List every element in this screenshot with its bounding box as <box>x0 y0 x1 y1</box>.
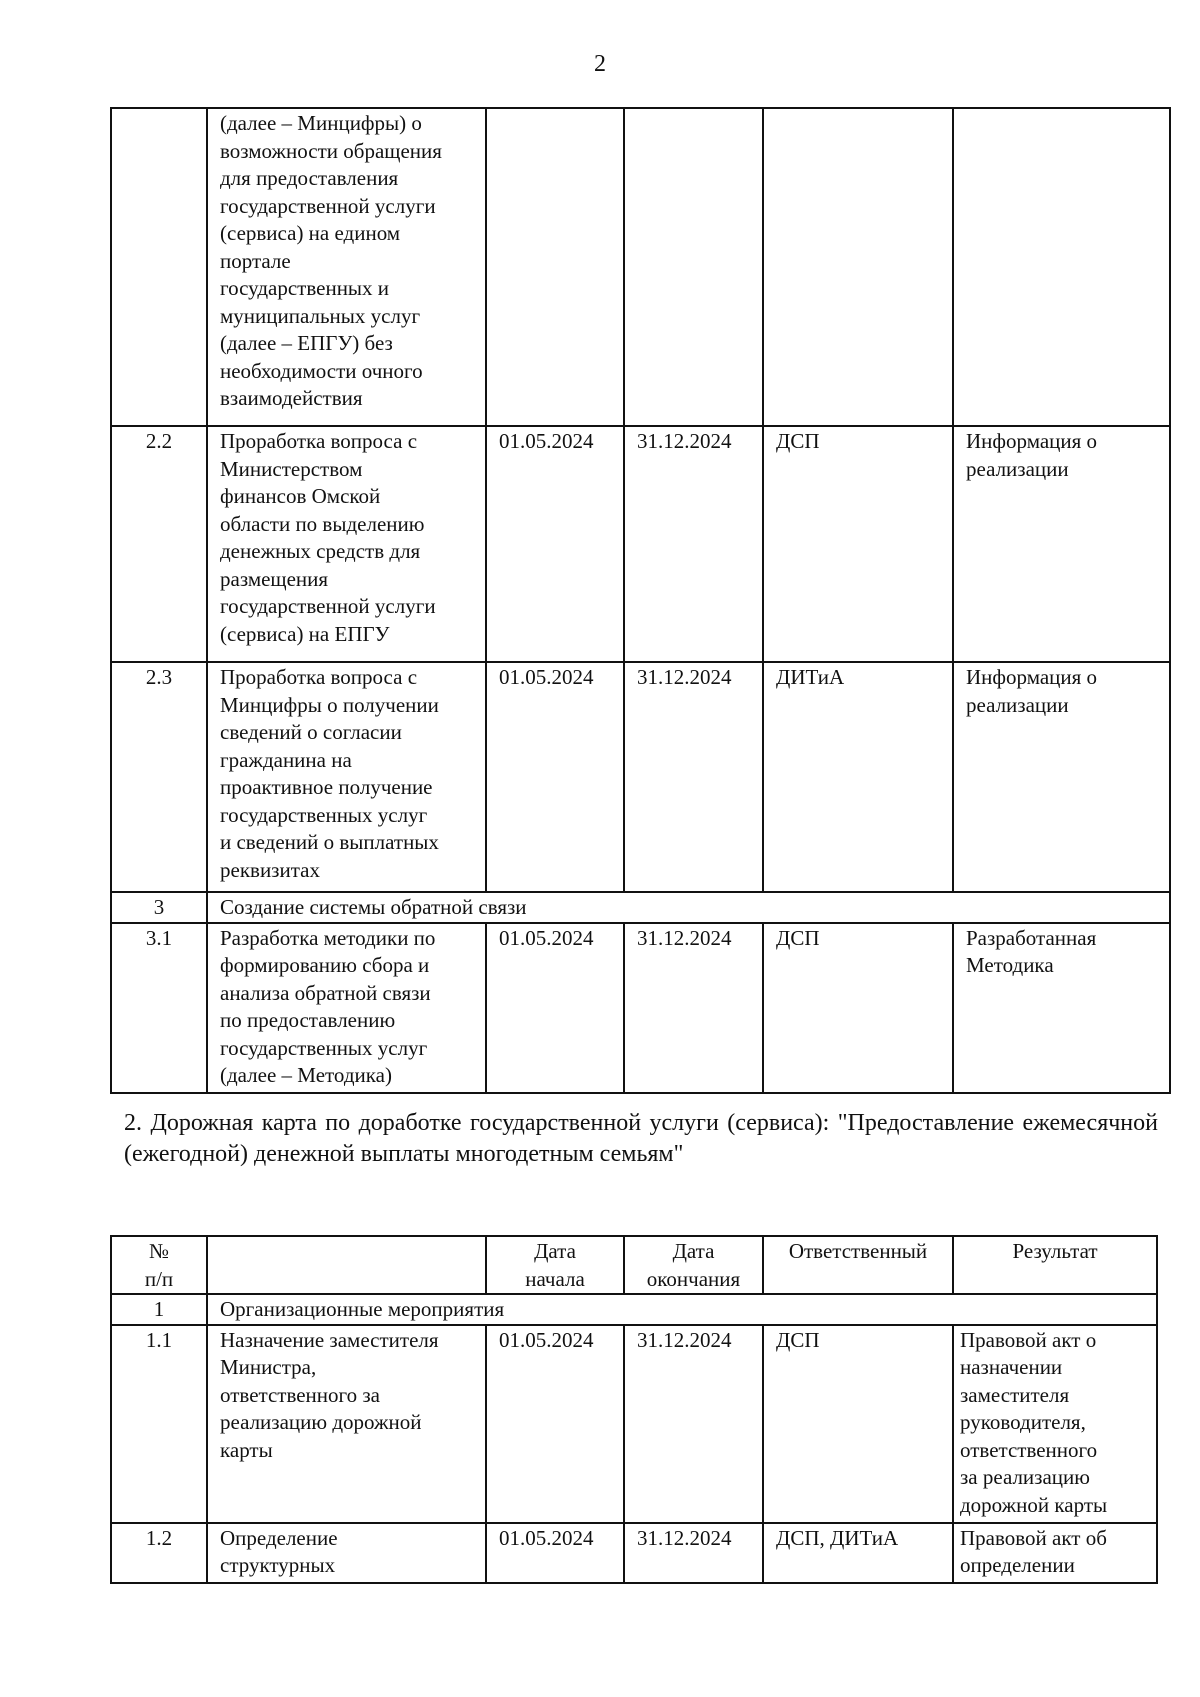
responsible-cell: ДИТиА <box>763 662 953 892</box>
section-row <box>111 1294 1157 1325</box>
section-number: 3 <box>111 892 207 923</box>
result-cell <box>953 108 1170 426</box>
section-row <box>111 892 1170 923</box>
task-cell: Проработка вопроса с Министерством финансов Омской области по выделению денежных средств для размещения государственной услуги (сервиса) на ЕПГУ <box>207 426 486 662</box>
section-number: 1 <box>111 1294 207 1325</box>
end-date-cell: 31.12.2024 <box>624 1325 763 1523</box>
end-date-cell: 31.12.2024 <box>624 1523 763 1583</box>
header-start-date: Дата начала <box>486 1236 624 1294</box>
start-date-cell: 01.05.2024 <box>486 923 624 1093</box>
table-row <box>111 1523 1157 1583</box>
section-heading: 2. Дорожная карта по доработке государственной услуги (сервиса): "Предоставление ежемесячной (ежегодной) денежной выплаты многодетным семьям" <box>124 1110 1158 1167</box>
header-end-date: Дата окончания <box>624 1236 763 1294</box>
result-cell: Разработанная Методика <box>953 923 1170 1093</box>
end-date-cell: 31.12.2024 <box>624 662 763 892</box>
roadmap-table-continued <box>110 107 1171 1094</box>
row-number: 1.2 <box>111 1523 207 1583</box>
end-date-cell: 31.12.2024 <box>624 426 763 662</box>
task-cell: Проработка вопроса с Минцифры о получении сведений о согласии гражданина на проактивное получение государственных услуг и сведений о выплатных реквизитах <box>207 662 486 892</box>
responsible-cell: ДСП <box>763 1325 953 1523</box>
end-date-cell <box>624 108 763 426</box>
header-responsible: Ответственный <box>763 1236 953 1294</box>
result-cell: Правовой акт об определении <box>953 1523 1157 1583</box>
header-number: № п/п <box>111 1236 207 1294</box>
responsible-cell: ДСП <box>763 426 953 662</box>
section-title: Создание системы обратной связи <box>207 892 1170 923</box>
section-title: Организационные мероприятия <box>207 1294 1157 1325</box>
task-cell: Назначение заместителя Министра, ответственного за реализацию дорожной карты <box>207 1325 486 1523</box>
responsible-cell: ДСП <box>763 923 953 1093</box>
task-cell: Разработка методики по формированию сбора и анализа обратной связи по предоставлению государственных услуг (далее – Методика) <box>207 923 486 1093</box>
table-header-row <box>111 1236 1157 1294</box>
start-date-cell: 01.05.2024 <box>486 1325 624 1523</box>
end-date-cell: 31.12.2024 <box>624 923 763 1093</box>
table-row <box>111 426 1170 662</box>
result-cell: Правовой акт о назначении заместителя руководителя, ответственного за реализацию дорожной карты <box>953 1325 1157 1523</box>
table-row <box>111 108 1170 426</box>
page-number: 2 <box>594 51 606 77</box>
table-row <box>111 662 1170 892</box>
header-task <box>207 1236 486 1294</box>
table-row <box>111 1325 1157 1523</box>
row-number <box>111 108 207 426</box>
table-row <box>111 923 1170 1093</box>
row-number: 2.3 <box>111 662 207 892</box>
roadmap-table <box>110 1235 1158 1584</box>
start-date-cell: 01.05.2024 <box>486 1523 624 1583</box>
row-number: 1.1 <box>111 1325 207 1523</box>
responsible-cell: ДСП, ДИТиА <box>763 1523 953 1583</box>
start-date-cell <box>486 108 624 426</box>
result-cell: Информация о реализации <box>953 426 1170 662</box>
task-cell: (далее – Минцифры) о возможности обращения для предоставления государственной услуги (сервиса) на едином портале государственных и муниципальных услуг (далее – ЕПГУ) без необходимости очного взаимодействия <box>207 108 486 426</box>
responsible-cell <box>763 108 953 426</box>
row-number: 2.2 <box>111 426 207 662</box>
header-result: Результат <box>953 1236 1157 1294</box>
task-cell: Определение структурных <box>207 1523 486 1583</box>
row-number: 3.1 <box>111 923 207 1093</box>
result-cell: Информация о реализации <box>953 662 1170 892</box>
start-date-cell: 01.05.2024 <box>486 662 624 892</box>
start-date-cell: 01.05.2024 <box>486 426 624 662</box>
